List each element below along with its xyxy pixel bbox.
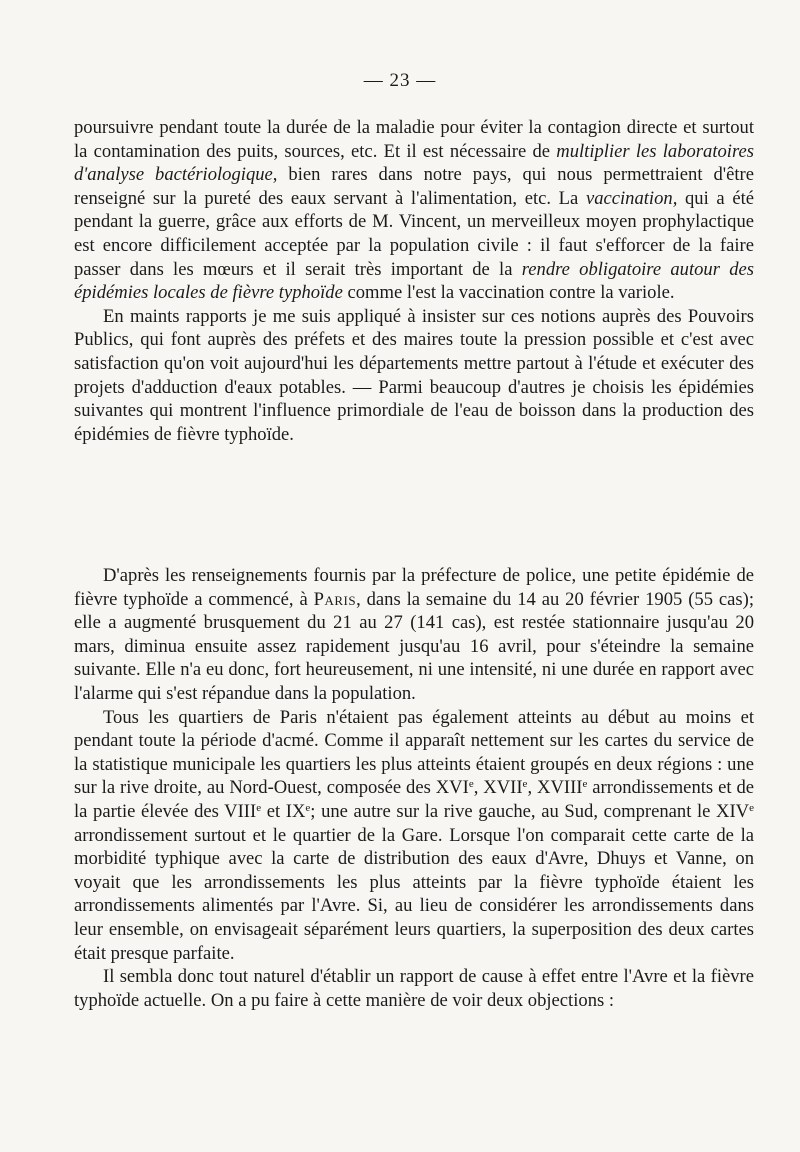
paragraph-prophylaxis [74, 116, 754, 305]
text-run: poursuivre pendant toute la durée de la maladie pour éviter la contagion directe et surtout la contamination des puits, sources, etc. Et il est nécessaire de [74, 117, 754, 162]
small-caps-run: Paris [313, 588, 357, 610]
text-run: arrondissements et de la partie élevée des VIII [74, 777, 754, 822]
superscript: e [468, 778, 474, 791]
text-run: et IX [261, 800, 306, 822]
paragraph-avre-relation: Il sembla donc tout naturel d'établir un rapport de cause à effet entre l'Avre et la fièvre typhoïde actuelle. On a pu faire à cette manière de voir deux objections : [74, 966, 754, 1011]
text-block-paris-epidemic [74, 564, 754, 1012]
superscript: e [749, 801, 754, 814]
italic-run: rendre obligatoire autour des épidémies locales de fièvre typhoïde [74, 258, 754, 304]
text-run: , XVII [473, 777, 523, 799]
superscript: e [582, 778, 588, 791]
page-number: — 23 — [363, 70, 437, 91]
italic-run: multiplier les laboratoires d'analyse bactériologique [74, 140, 755, 186]
text-run: qui a été pendant la guerre, grâce aux efforts de M. Vincent, un merveilleux moyen prophylactique est encore difficilement acceptée par la population civile : il faut s'efforcer de la faire passer dans les mœurs et il serait très important de la [74, 187, 754, 280]
paragraph-districts [74, 706, 754, 966]
paragraph-epidemic-timeline [74, 564, 754, 706]
text-run: Tous les quartiers de Paris n'étaient pas également atteints au début au moins et pendant toute la période d'acmé. Comme il apparaît nettement sur les cartes du service de la statistique municipale les quartiers les plus atteints étaient groupés en deux régions : une sur la rive droite, au Nord-Ouest, composée des XVI [74, 706, 754, 799]
italic-run: vaccination, [585, 187, 678, 209]
text-run: , dans la semaine du 14 au 20 février 1905 (55 cas); elle a augmenté brusquement du 21 au 27 (141 cas), est restée stationnaire jusqu'au 20 mars, diminua ensuite assez rapidement jusqu'au 16 avril, pour s'éteindre la semaine suivante. Elle n'a eu donc, fort heureusement, ni une intensité, ni une durée en rapport avec l'alarme qui s'est répandue dans la population. [74, 588, 754, 704]
text-run: , bien rares dans notre pays, qui nous permettraient d'être renseigné sur la pureté des eaux servant à l'alimentation, etc. La [74, 164, 754, 209]
text-run: arrondissement surtout et le quartier de la Gare. Lorsque l'on comparait cette carte de la morbidité typhique avec la carte de distribution des eaux d'Avre, Dhuys et Vanne, on voyait que les arrondissements les plus atteints par la fièvre typhoïde étaient les arrondissements alimentés par l'Avre. Si, au lieu de considérer les arrondissements dans leur ensemble, on envisageait séparément leurs quartiers, la superposition des deux cartes était presque parfaite. [74, 824, 754, 964]
superscript: e [522, 778, 528, 791]
text-run: ; une autre sur la rive gauche, au Sud, comprenant le XIV [310, 800, 750, 822]
paragraph-public-powers: En maints rapports je me suis appliqué à insister sur ces notions auprès des Pouvoirs Publics, qui font auprès des préfets et des maires toute la pression possible et c'est avec satisfaction qu'on voit aujourd'hui les départements mettre partout à l'étude et exécuter des projets d'adduction d'eaux potables. — Parmi beaucoup d'autres je choisis les épidémies suivantes qui montrent l'influence primordiale de l'eau de boisson dans la production des épidémies de fièvre typhoïde. [74, 305, 754, 445]
superscript: e [256, 801, 262, 814]
text-run: comme l'est la vaccination contre la variole. [342, 282, 675, 304]
superscript: e [305, 801, 311, 814]
text-block-prevention [74, 116, 754, 446]
text-run: , XVIII [527, 777, 583, 799]
text-run: D'après les renseignements fournis par la préfecture de police, une petite épidémie de fièvre typhoïde a commencé, à [74, 565, 754, 610]
